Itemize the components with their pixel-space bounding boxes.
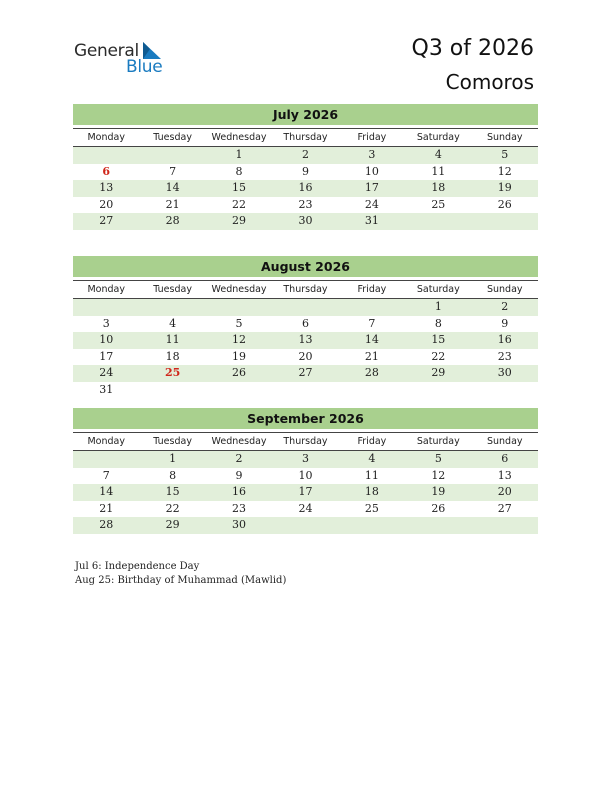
day-cell: 20 <box>497 485 512 498</box>
day-cell: 18 <box>165 349 180 363</box>
day-cell <box>472 382 538 399</box>
logo-blue-text: Blue <box>126 57 163 77</box>
day-cell: 23 <box>298 197 313 211</box>
day-cell: 15 <box>165 485 180 498</box>
day-cell: 22 <box>165 501 180 515</box>
weekday-label: Thursday <box>283 436 328 447</box>
day-cell: 27 <box>99 214 114 227</box>
day-cell: 1 <box>235 148 243 161</box>
weekday-label: Monday <box>87 284 125 295</box>
weekday-label: Thursday <box>283 132 328 143</box>
day-cell: 10 <box>298 468 313 482</box>
week-row <box>73 299 538 316</box>
weekday-label: Wednesday <box>211 436 267 447</box>
day-cell: 9 <box>301 164 309 178</box>
month-title: July 2026 <box>73 104 538 125</box>
day-cell: 28 <box>99 518 114 531</box>
day-cell: 8 <box>434 316 442 330</box>
day-cell: 2 <box>301 148 309 161</box>
month-calendar <box>73 104 538 230</box>
day-cell: 21 <box>99 501 114 515</box>
day-cell <box>73 451 139 468</box>
day-cell: 11 <box>431 164 446 178</box>
weekday-header-row <box>73 432 538 451</box>
day-cell <box>206 299 272 316</box>
day-cell: 1 <box>434 300 442 313</box>
day-cell: 24 <box>99 366 114 379</box>
day-cell: 10 <box>99 333 114 346</box>
day-cell <box>339 299 405 316</box>
holiday-notes <box>75 560 286 588</box>
day-cell: 17 <box>364 181 379 194</box>
day-cell: 2 <box>235 452 243 465</box>
weekday-label: Sunday <box>486 436 523 447</box>
day-cell: 13 <box>99 181 114 194</box>
weekday-label: Tuesday <box>153 284 192 295</box>
day-cell: 21 <box>165 197 180 211</box>
page-title: Q3 of 2026 <box>411 36 534 61</box>
week-row <box>73 316 538 333</box>
day-cell: 4 <box>434 148 442 161</box>
day-cell: 22 <box>232 197 247 211</box>
day-cell: 13 <box>298 333 313 346</box>
day-cell: 13 <box>497 468 512 482</box>
day-cell <box>73 147 139 164</box>
week-row <box>73 382 538 399</box>
day-cell: 29 <box>232 214 247 227</box>
day-cell: 26 <box>232 366 247 379</box>
day-cell: 31 <box>99 382 114 396</box>
day-cell: 31 <box>364 214 379 227</box>
day-cell: 17 <box>99 349 114 363</box>
day-cell: 24 <box>364 197 379 211</box>
weekday-label: Saturday <box>416 132 460 143</box>
day-cell: 25 <box>431 197 446 211</box>
day-cell: 10 <box>364 164 379 178</box>
day-cell: 19 <box>431 485 446 498</box>
day-cell <box>272 382 338 399</box>
week-row <box>73 332 538 349</box>
weekday-label: Saturday <box>416 436 460 447</box>
day-cell <box>272 299 338 316</box>
day-cell: 28 <box>165 214 180 227</box>
week-row <box>73 517 538 534</box>
day-cell: 3 <box>102 316 110 330</box>
day-cell: 8 <box>235 164 243 178</box>
day-cell: 24 <box>298 501 313 515</box>
day-cell: 1 <box>169 452 177 465</box>
day-cell: 11 <box>364 468 379 482</box>
week-row <box>73 197 538 214</box>
day-cell <box>339 382 405 399</box>
day-cell <box>139 147 205 164</box>
week-row <box>73 147 538 164</box>
day-cell: 20 <box>298 349 313 363</box>
week-row <box>73 213 538 230</box>
week-row <box>73 164 538 181</box>
weekday-header-row <box>73 128 538 147</box>
day-cell <box>405 213 471 230</box>
month-title: August 2026 <box>73 256 538 277</box>
month-calendar <box>73 408 538 534</box>
weekday-label: Wednesday <box>211 132 267 143</box>
day-cell: 3 <box>301 452 309 465</box>
day-cell: 12 <box>497 164 512 178</box>
weekday-label: Friday <box>357 132 387 143</box>
day-cell: 19 <box>497 181 512 194</box>
day-cell <box>472 517 538 534</box>
weekday-label: Monday <box>87 436 125 447</box>
day-cell <box>472 213 538 230</box>
day-cell: 29 <box>431 366 446 379</box>
day-cell: 14 <box>99 485 114 498</box>
week-row <box>73 501 538 518</box>
brand-logo <box>74 41 174 77</box>
day-cell: 8 <box>169 468 177 482</box>
day-cell: 18 <box>364 485 379 498</box>
day-cell: 21 <box>364 349 379 363</box>
day-cell: 12 <box>232 333 247 346</box>
day-cell: 17 <box>298 485 313 498</box>
day-cell: 23 <box>232 501 247 515</box>
day-cell: 19 <box>232 349 247 363</box>
day-cell: 6 <box>301 316 309 330</box>
day-cell: 30 <box>232 518 247 531</box>
day-cell <box>272 517 338 534</box>
weekday-header-row <box>73 280 538 299</box>
weekday-label: Tuesday <box>153 132 192 143</box>
day-cell <box>139 299 205 316</box>
day-cell: 30 <box>298 214 313 227</box>
holiday-note: Aug 25: Birthday of Muhammad (Mawlid) <box>75 575 287 586</box>
day-cell <box>405 382 471 399</box>
day-cell: 25 <box>364 501 379 515</box>
day-cell: 11 <box>165 333 180 346</box>
week-row <box>73 468 538 485</box>
day-cell: 29 <box>165 518 180 531</box>
day-cell: 2 <box>501 300 509 313</box>
day-cell: 18 <box>431 181 446 194</box>
day-cell: 7 <box>368 316 376 330</box>
day-cell: 22 <box>431 349 446 363</box>
logo-general-text: General <box>74 41 139 61</box>
day-cell: 5 <box>501 148 509 161</box>
weekday-label: Friday <box>357 436 387 447</box>
weekday-label: Sunday <box>486 132 523 143</box>
day-cell: 16 <box>497 333 512 346</box>
day-cell: 30 <box>497 366 512 379</box>
day-cell: 27 <box>298 366 313 379</box>
day-cell <box>206 382 272 399</box>
weekday-label: Tuesday <box>153 436 192 447</box>
day-cell: 9 <box>235 468 243 482</box>
day-cell: 9 <box>501 316 509 330</box>
weekday-label: Sunday <box>486 284 523 295</box>
weekday-label: Thursday <box>283 284 328 295</box>
day-cell: 6 <box>501 452 509 465</box>
day-cell: 26 <box>497 197 512 211</box>
day-cell: 20 <box>99 197 114 211</box>
holiday-day-cell: 6 <box>102 164 111 178</box>
weekday-label: Saturday <box>416 284 460 295</box>
day-cell: 23 <box>497 349 512 363</box>
day-cell: 12 <box>431 468 446 482</box>
holiday-day-cell: 25 <box>164 366 181 379</box>
day-cell: 5 <box>434 452 442 465</box>
day-cell <box>139 382 205 399</box>
month-calendar <box>73 256 538 398</box>
day-cell <box>339 517 405 534</box>
day-cell: 4 <box>368 452 376 465</box>
day-cell: 5 <box>235 316 243 330</box>
day-cell: 16 <box>232 485 247 498</box>
day-cell: 27 <box>497 501 512 515</box>
day-cell: 28 <box>364 366 379 379</box>
week-row <box>73 365 538 382</box>
week-row <box>73 484 538 501</box>
week-row <box>73 180 538 197</box>
country-name: Comoros <box>445 70 534 94</box>
day-cell: 26 <box>431 501 446 515</box>
weekday-label: Wednesday <box>211 284 267 295</box>
week-row <box>73 451 538 468</box>
week-row <box>73 349 538 366</box>
day-cell: 14 <box>165 181 180 194</box>
day-cell <box>405 517 471 534</box>
day-cell: 3 <box>368 148 376 161</box>
day-cell: 14 <box>364 333 379 346</box>
holiday-note: Jul 6: Independence Day <box>75 561 200 572</box>
month-title: September 2026 <box>73 408 538 429</box>
day-cell: 7 <box>102 468 110 482</box>
day-cell: 15 <box>431 333 446 346</box>
day-cell: 7 <box>169 164 177 178</box>
day-cell <box>73 299 139 316</box>
day-cell: 4 <box>169 316 177 330</box>
weekday-label: Monday <box>87 132 125 143</box>
weekday-label: Friday <box>357 284 387 295</box>
day-cell: 15 <box>232 181 247 194</box>
day-cell: 16 <box>298 181 313 194</box>
